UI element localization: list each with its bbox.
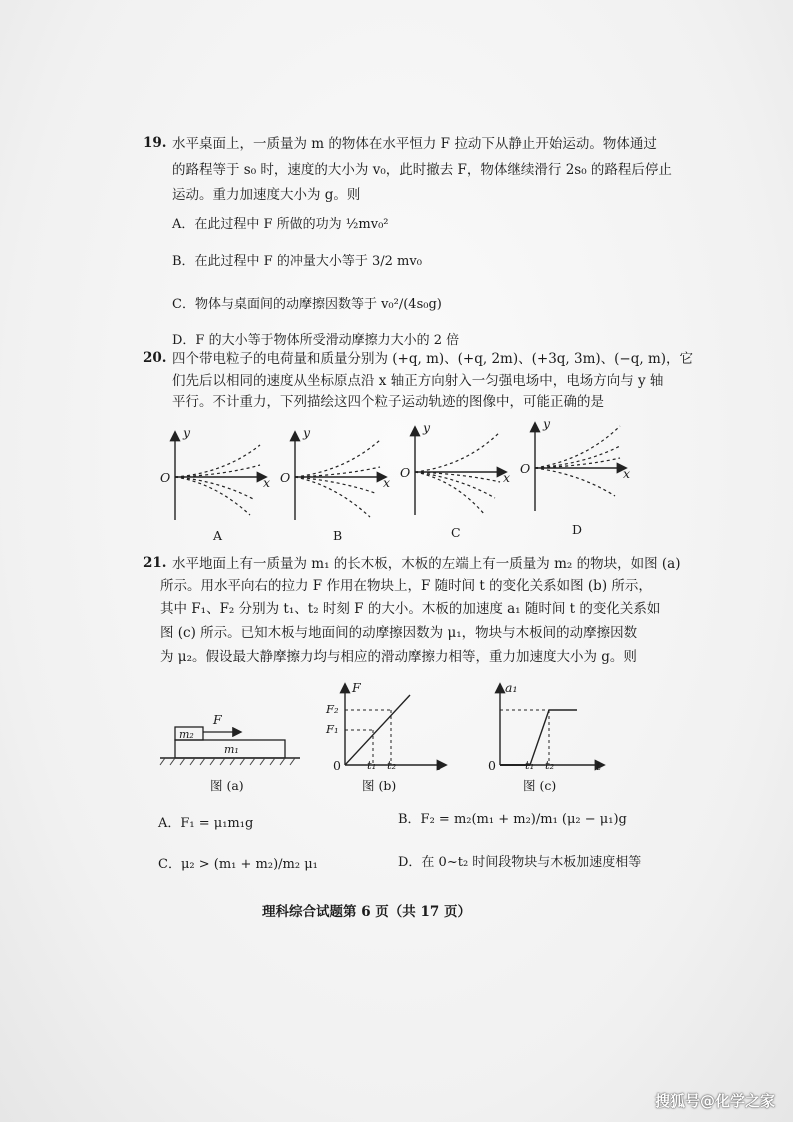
q20-c-x-label: x <box>503 470 511 485</box>
q19-option-a: A．在此过程中 F 所做的功为 ½mv₀² <box>172 217 389 232</box>
q20-c-y-label: y <box>423 420 431 435</box>
q21-fig-a-board-label: m₁ <box>224 743 239 756</box>
q20-line-1: 四个带电粒子的电荷量和质量分别为 (+q, m)、(+q, 2m)、(+3q, 3m)、(−q, m)，它 <box>172 351 694 367</box>
q20-graph-b-label: B <box>333 528 343 543</box>
question-19-number: 19. <box>143 135 167 151</box>
q19-line-2: 的路程等于 s₀ 时，速度的大小为 v₀，此时撤去 F，物体继续滑行 2s₀ 的路程后停止 <box>172 162 672 178</box>
page-footer: 理科综合试题第 6 页（共 17 页） <box>262 904 471 920</box>
q21-line-4: 图 (c) 所示。已知木板与地面间的动摩擦因数为 μ₁，物块与木板间的动摩擦因数 <box>160 625 638 641</box>
q20-b-y-label: y <box>303 425 311 440</box>
watermark: 搜狐号@化学之家 <box>655 1092 776 1110</box>
q20-a-y-label: y <box>183 425 191 440</box>
q21-fig-b-t1: t₁ <box>367 758 377 772</box>
q20-a-x-label: x <box>263 475 271 490</box>
q21-fig-c-t2: t₂ <box>545 758 555 772</box>
q21-option-c: C．μ₂ > (m₁ + m₂)/m₂ μ₁ <box>158 857 318 872</box>
question-21-number: 21. <box>143 555 167 571</box>
q21-line-3: 其中 F₁、F₂ 分别为 t₁、t₂ 时刻 F 的大小。木板的加速度 a₁ 随时间 t 的变化关系如 <box>160 601 661 617</box>
q20-graph-d-label: D <box>572 522 583 537</box>
q21-fig-b-x-label: t <box>436 758 442 773</box>
q19-line-3: 运动。重力加速度大小为 g。则 <box>172 187 361 203</box>
q21-fig-b-caption: 图 (b) <box>362 778 397 793</box>
q21-line-1: 水平地面上有一质量为 m₁ 的长木板，木板的左端上有一质量为 m₂ 的物块，如图 (a) <box>172 556 681 572</box>
question-20-number: 20. <box>143 350 167 366</box>
q21-fig-b-t2: t₂ <box>387 758 397 772</box>
q21-line-2: 所示。用水平向右的拉力 F 作用在物块上，F 随时间 t 的变化关系如图 (b) 所示， <box>160 578 652 594</box>
q20-graph-c-label: C <box>451 525 461 540</box>
q21-fig-b-origin: 0 <box>333 758 341 773</box>
q20-b-x-label: x <box>383 475 391 490</box>
q21-fig-a-caption: 图 (a) <box>210 778 244 793</box>
q21-fig-c-x-label: t <box>596 758 602 773</box>
q20-d-y-label: y <box>543 416 551 431</box>
q21-fig-c-y-label: a₁ <box>505 680 518 695</box>
q20-b-origin: O <box>280 470 291 485</box>
q21-fig-b-y-label: F <box>352 680 361 695</box>
q20-d-x-label: x <box>623 466 631 481</box>
q21-fig-a-block-label: m₂ <box>179 728 194 741</box>
q20-graph-a-label: A <box>213 528 223 543</box>
q19-option-d: D．F 的大小等于物体所受滑动摩擦力大小的 2 倍 <box>172 333 460 348</box>
q21-fig-c-t1: t₁ <box>525 758 535 772</box>
q20-line-2: 们先后以相同的速度从坐标原点沿 x 轴正方向射入一匀强电场中，电场方向与 y 轴 <box>172 373 664 389</box>
q21-option-b: B．F₂ = m₂(m₁ + m₂)/m₁ (μ₂ − μ₁)g <box>398 812 627 827</box>
q21-option-a: A．F₁ = μ₁m₁g <box>158 816 254 831</box>
q19-option-c: C．物体与桌面间的动摩擦因数等于 v₀²/(4s₀g) <box>172 297 442 312</box>
q20-line-3: 平行。不计重力，下列描绘这四个粒子运动轨迹的图像中，可能正确的是 <box>172 394 604 410</box>
q20-a-origin: O <box>160 470 171 485</box>
q21-fig-b-f2: F₂ <box>326 702 339 716</box>
q19-line-1: 水平桌面上，一质量为 m 的物体在水平恒力 F 拉动下从静止开始运动。物体通过 <box>172 136 657 152</box>
q21-fig-b-f1: F₁ <box>326 722 339 736</box>
q21-fig-a-force-label: F <box>213 712 222 727</box>
q21-fig-c-origin: 0 <box>488 758 496 773</box>
q21-option-d: D．在 0~t₂ 时间段物块与木板加速度相等 <box>398 855 642 870</box>
q20-c-origin: O <box>400 465 411 480</box>
q21-fig-c-caption: 图 (c) <box>523 778 557 793</box>
q20-d-origin: O <box>520 461 531 476</box>
q19-option-b: B．在此过程中 F 的冲量大小等于 3/2 mv₀ <box>172 254 422 269</box>
q21-line-5: 为 μ₂。假设最大静摩擦力均与相应的滑动摩擦力相等，重力加速度大小为 g。则 <box>160 649 637 665</box>
